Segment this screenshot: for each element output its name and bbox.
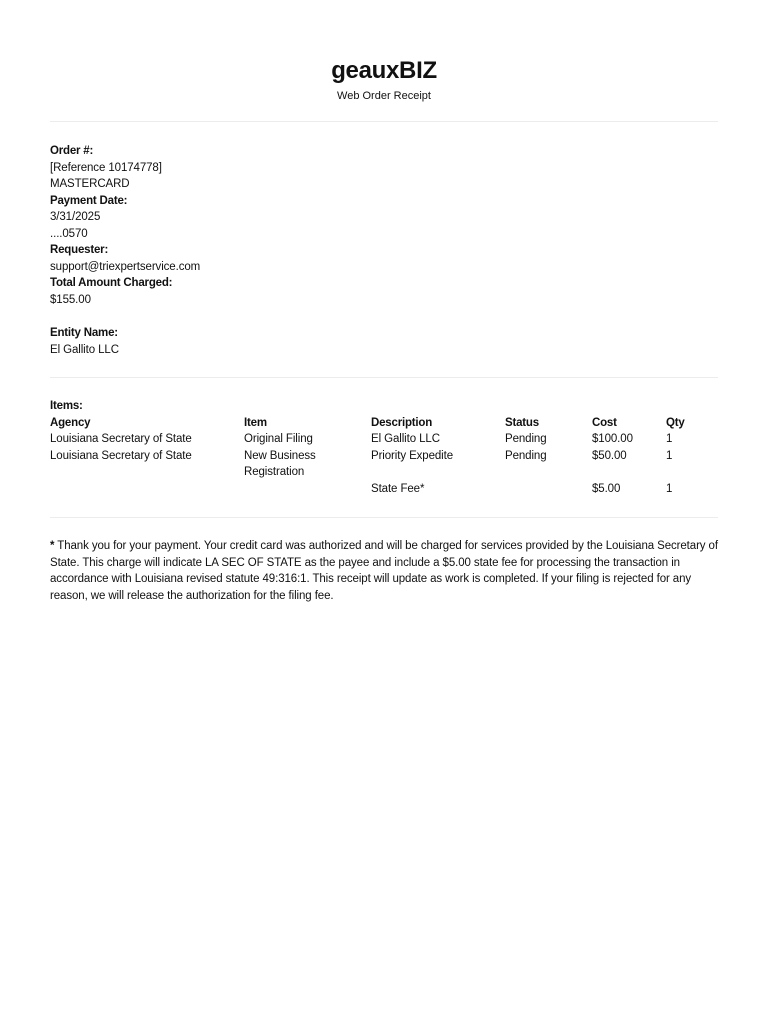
cell-item: New Business Registration: [244, 449, 316, 478]
footnote-marker: *: [50, 540, 55, 552]
order-details: [50, 143, 718, 308]
footnote: [50, 538, 718, 604]
column-header-qty: Qty: [666, 416, 685, 429]
divider: [50, 517, 718, 518]
entity-details: [50, 325, 718, 358]
cell-description: State Fee*: [371, 482, 425, 495]
cell-agency: Louisiana Secretary of State: [50, 449, 192, 462]
cell-status: Pending: [505, 449, 547, 462]
order-number-label: Order #:: [50, 145, 94, 157]
column-header-cost: Cost: [592, 416, 617, 429]
column-header-item: Item: [244, 416, 267, 429]
items-label: Items:: [50, 400, 83, 412]
receipt-header: [50, 0, 718, 103]
cell-cost: $100.00: [592, 433, 633, 445]
cell-agency: [50, 481, 244, 498]
cell-status: Pending: [505, 433, 547, 445]
total-charged-label: Total Amount Charged:: [50, 277, 173, 289]
entity-name-label: Entity Name:: [50, 327, 118, 339]
cell-status: [505, 481, 592, 498]
column-header-agency: Agency: [50, 416, 91, 429]
cell-description: Priority Expedite: [371, 449, 454, 462]
cell-cost: $50.00: [592, 449, 627, 462]
requester-label: Requester:: [50, 244, 109, 256]
cell-qty: 1: [666, 449, 673, 462]
divider: [50, 377, 718, 378]
order-reference: [Reference 10174778]: [50, 161, 162, 174]
table-row: [50, 448, 706, 481]
items-section: [50, 398, 718, 497]
cell-cost: $5.00: [592, 482, 621, 495]
items-header-row: [50, 415, 706, 432]
total-charged: $155.00: [50, 293, 91, 306]
payment-date-label: Payment Date:: [50, 194, 128, 207]
entity-name: El Gallito LLC: [50, 343, 119, 356]
cell-agency: Louisiana Secretary of State: [50, 433, 192, 445]
payment-date: 3/31/2025: [50, 211, 101, 223]
cell-qty: 1: [666, 433, 673, 445]
table-row: [50, 431, 706, 448]
table-row: [50, 481, 706, 498]
receipt-subtitle: Web Order Receipt: [337, 90, 431, 102]
column-header-status: Status: [505, 416, 539, 429]
items-table: [50, 415, 706, 498]
cell-qty: 1: [666, 482, 673, 495]
cell-item: Original Filing: [244, 433, 313, 445]
brand-title: geauxBIZ: [331, 57, 437, 84]
footnote-text: Thank you for your payment. Your credit card was authorized and will be charged for services provided by the Louisiana Secretary of State. This charge will indicate LA SEC OF STATE as the payee and include a $5.00 state fee for processing the transaction in accordance with Louisiana revised statute 49:316:1. This receipt will update as work is completed. If your filing is rejected for any reason, we will release the authorization for the filing fee.: [50, 540, 718, 602]
card-type: MASTERCARD: [50, 178, 130, 190]
cell-item: [244, 481, 371, 498]
divider: [50, 121, 718, 122]
column-header-description: Description: [371, 416, 433, 429]
cell-description: El Gallito LLC: [371, 433, 440, 445]
card-last-digits: ....0570: [50, 227, 88, 240]
requester-email: support@triexpertservice.com: [50, 260, 201, 273]
